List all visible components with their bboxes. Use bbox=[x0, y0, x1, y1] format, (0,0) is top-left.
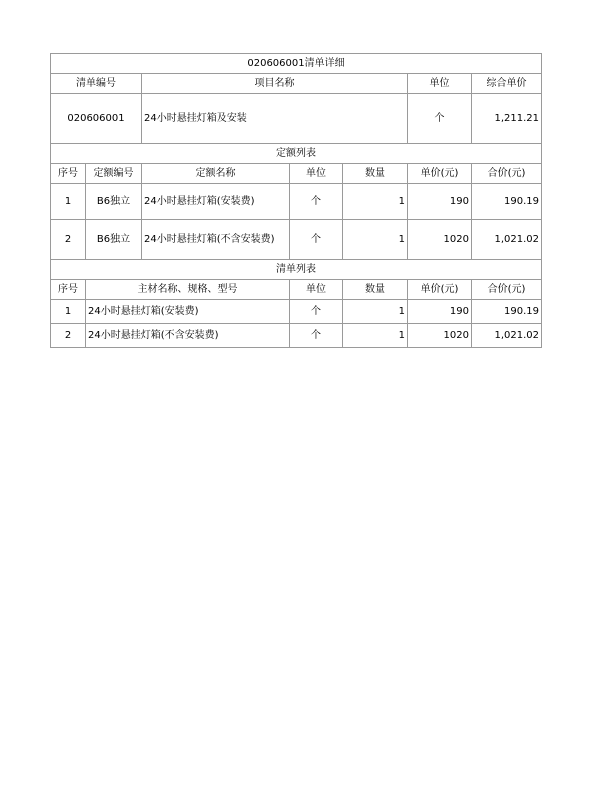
quota-qty-header: 数量 bbox=[343, 164, 408, 184]
material-section-row bbox=[51, 260, 542, 280]
quota-unit-header: 单位 bbox=[290, 164, 343, 184]
quota-unit: 个 bbox=[290, 220, 343, 260]
quota-section-row bbox=[51, 144, 542, 164]
material-qty: 1 bbox=[343, 324, 408, 348]
material-qty: 1 bbox=[343, 300, 408, 324]
material-qty-header: 数量 bbox=[343, 280, 408, 300]
material-name: 24小时悬挂灯箱(安装费) bbox=[86, 300, 290, 324]
quota-qty: 1 bbox=[343, 184, 408, 220]
material-total: 1,021.02 bbox=[472, 324, 542, 348]
quota-total: 190.19 bbox=[472, 184, 542, 220]
bill-row bbox=[51, 94, 542, 144]
quota-unit: 个 bbox=[290, 184, 343, 220]
quota-seq: 2 bbox=[51, 220, 86, 260]
quota-code: B6独立 bbox=[86, 184, 142, 220]
quota-total-header: 合价(元) bbox=[472, 164, 542, 184]
quota-name: 24小时悬挂灯箱(安装费) bbox=[142, 184, 290, 220]
bill-header-row bbox=[51, 74, 542, 94]
material-seq-header: 序号 bbox=[51, 280, 86, 300]
material-unit: 个 bbox=[290, 300, 343, 324]
quota-seq-header: 序号 bbox=[51, 164, 86, 184]
material-unit-price-header: 单价(元) bbox=[408, 280, 472, 300]
material-row bbox=[51, 324, 542, 348]
material-unit: 个 bbox=[290, 324, 343, 348]
bill-detail-table bbox=[50, 53, 542, 348]
material-total-header: 合价(元) bbox=[472, 280, 542, 300]
bill-unit: 个 bbox=[408, 94, 472, 144]
material-header-row bbox=[51, 280, 542, 300]
quota-code-header: 定额编号 bbox=[86, 164, 142, 184]
quota-code: B6独立 bbox=[86, 220, 142, 260]
quota-row bbox=[51, 220, 542, 260]
quota-row bbox=[51, 184, 542, 220]
quota-name-header: 定额名称 bbox=[142, 164, 290, 184]
bill-code-header: 清单编号 bbox=[51, 74, 142, 94]
bill-name: 24小时悬挂灯箱及安装 bbox=[142, 94, 408, 144]
bill-price-header: 综合单价 bbox=[472, 74, 542, 94]
material-unit-price: 190 bbox=[408, 300, 472, 324]
material-total: 190.19 bbox=[472, 300, 542, 324]
quota-total: 1,021.02 bbox=[472, 220, 542, 260]
quota-unit-price-header: 单价(元) bbox=[408, 164, 472, 184]
quota-header-row bbox=[51, 164, 542, 184]
material-section-title: 清单列表 bbox=[51, 260, 542, 280]
material-row bbox=[51, 300, 542, 324]
sheet-title: 020606001清单详细 bbox=[51, 54, 542, 74]
quota-name: 24小时悬挂灯箱(不含安装费) bbox=[142, 220, 290, 260]
quota-qty: 1 bbox=[343, 220, 408, 260]
material-name-header: 主材名称、规格、型号 bbox=[86, 280, 290, 300]
title-row bbox=[51, 54, 542, 74]
material-seq: 1 bbox=[51, 300, 86, 324]
quota-unit-price: 1020 bbox=[408, 220, 472, 260]
quota-unit-price: 190 bbox=[408, 184, 472, 220]
quota-seq: 1 bbox=[51, 184, 86, 220]
bill-price: 1,211.21 bbox=[472, 94, 542, 144]
material-seq: 2 bbox=[51, 324, 86, 348]
bill-code: 020606001 bbox=[51, 94, 142, 144]
quota-section-title: 定额列表 bbox=[51, 144, 542, 164]
material-unit-price: 1020 bbox=[408, 324, 472, 348]
material-unit-header: 单位 bbox=[290, 280, 343, 300]
bill-name-header: 项目名称 bbox=[142, 74, 408, 94]
material-name: 24小时悬挂灯箱(不含安装费) bbox=[86, 324, 290, 348]
bill-unit-header: 单位 bbox=[408, 74, 472, 94]
